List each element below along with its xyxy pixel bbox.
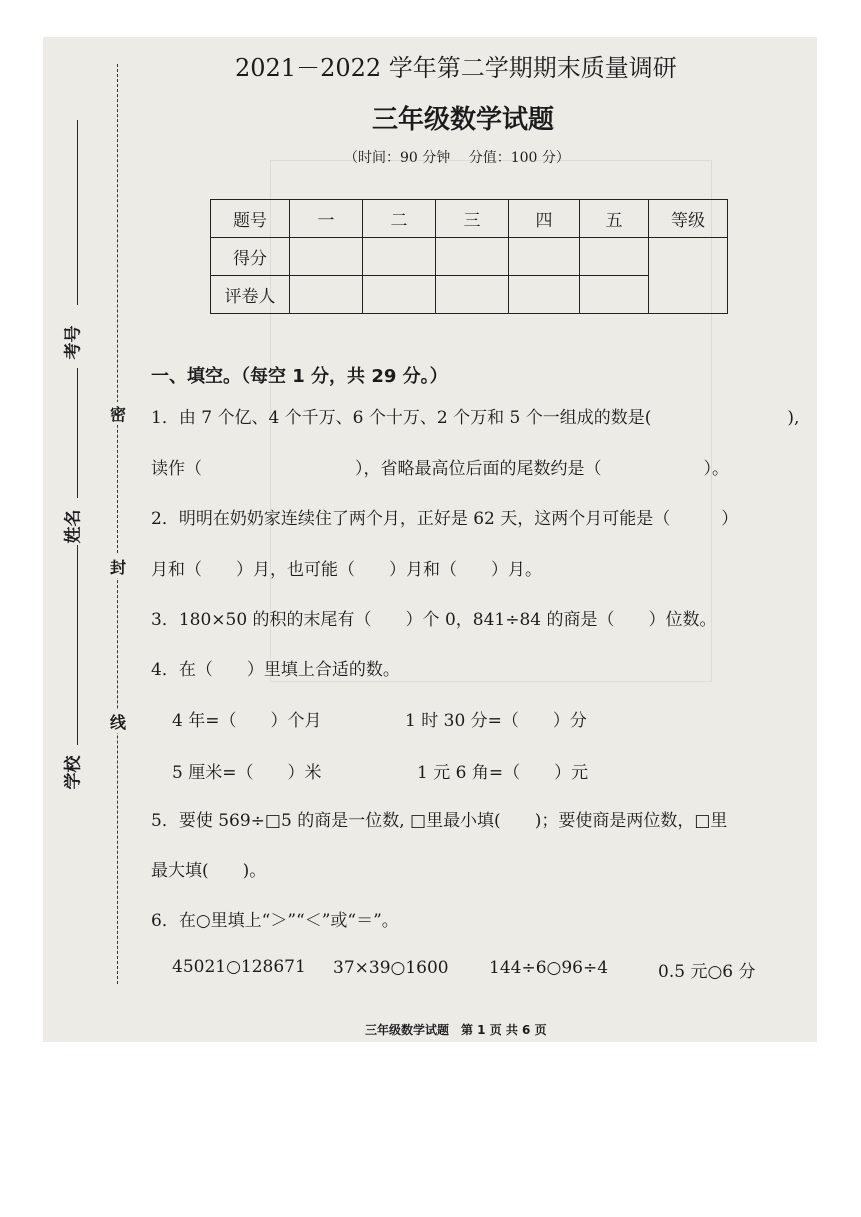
grader-cell[interactable] xyxy=(436,276,509,314)
seal-xian: 线 xyxy=(108,710,128,733)
question-4-item-b: 1 时 30 分=（ ）分 xyxy=(405,711,587,731)
row-label-question-no: 题号 xyxy=(211,200,290,238)
grade-label: 等级 xyxy=(649,200,728,238)
grader-cell[interactable] xyxy=(363,276,436,314)
col-2: 二 xyxy=(363,200,436,238)
name-line-lower xyxy=(77,545,78,745)
seal-mi: 密 xyxy=(108,402,128,425)
question-4: 4．在（ ）里填上合适的数。 xyxy=(151,660,400,680)
exam-meta: （时间：90 分钟 分值：100 分） xyxy=(344,150,570,166)
grader-cell[interactable] xyxy=(290,276,363,314)
question-5-line-1: 5．要使 569÷□5 的商是一位数, □里最小填( )；要使商是两位数，□里 xyxy=(151,811,728,831)
compare-item-4: 0.5 元○6 分 xyxy=(658,962,756,982)
grader-cell[interactable] xyxy=(509,276,580,314)
score-cell[interactable] xyxy=(290,238,363,276)
grade-cell[interactable] xyxy=(649,238,728,314)
compare-item-3: 144÷6○96÷4 xyxy=(489,958,609,978)
exam-subject-title: 三年级数学试题 xyxy=(372,105,555,135)
compare-item-2: 37×39○1600 xyxy=(333,958,449,978)
table-row xyxy=(211,238,728,276)
score-cell[interactable] xyxy=(436,238,509,276)
question-4-item-c: 5 厘米=（ ）米 xyxy=(172,763,322,783)
score-table xyxy=(210,199,728,314)
table-row xyxy=(211,200,728,238)
name-label: 姓名 xyxy=(63,509,84,544)
grader-cell[interactable] xyxy=(580,276,649,314)
exam-no-line xyxy=(77,120,78,305)
score-cell[interactable] xyxy=(509,238,580,276)
row-label-score: 得分 xyxy=(211,238,290,276)
question-2-line-2: 月和（ ）月，也可能（ ）月和（ ）月。 xyxy=(151,560,542,580)
question-4-item-d: 1 元 6 角=（ ）元 xyxy=(417,763,589,783)
score-cell[interactable] xyxy=(363,238,436,276)
score-cell[interactable] xyxy=(580,238,649,276)
question-2-line-1: 2．明明在奶奶家连续住了两个月，正好是 62 天，这两个月可能是（ ） xyxy=(151,509,739,529)
section-heading: 一、填空。（每空 1 分，共 29 分。） xyxy=(151,366,448,387)
seal-feng: 封 xyxy=(108,555,128,578)
exam-no-label: 考号 xyxy=(63,325,84,360)
col-4: 四 xyxy=(509,200,580,238)
school-label: 学校 xyxy=(63,755,84,790)
compare-item-1: 45021○128671 xyxy=(172,957,306,977)
question-3: 3．180×50 的积的末尾有（ ）个 0，841÷84 的商是（ ）位数。 xyxy=(151,610,717,630)
col-5: 五 xyxy=(580,200,649,238)
name-line xyxy=(77,368,78,498)
row-label-grader: 评卷人 xyxy=(211,276,290,314)
col-1: 一 xyxy=(290,200,363,238)
col-3: 三 xyxy=(436,200,509,238)
question-5-line-2: 最大填( )。 xyxy=(151,861,267,881)
question-1-line-1: 1．由 7 个亿、4 个千万、6 个十万、2 个万和 5 个一组成的数是( ), xyxy=(151,408,800,428)
exam-title: 2021－2022 学年第二学期期末质量调研 xyxy=(235,54,677,82)
page-footer: 三年级数学试题 第 1 页 共 6 页 xyxy=(365,1023,547,1037)
question-4-item-a: 4 年=（ ）个月 xyxy=(172,711,322,731)
question-6: 6．在○里填上“＞”“＜”或“＝”。 xyxy=(151,911,399,931)
seal-dashed-line xyxy=(117,64,118,984)
question-1-line-2: 读作（ ），省略最高位后面的尾数约是（ ）。 xyxy=(151,459,729,479)
